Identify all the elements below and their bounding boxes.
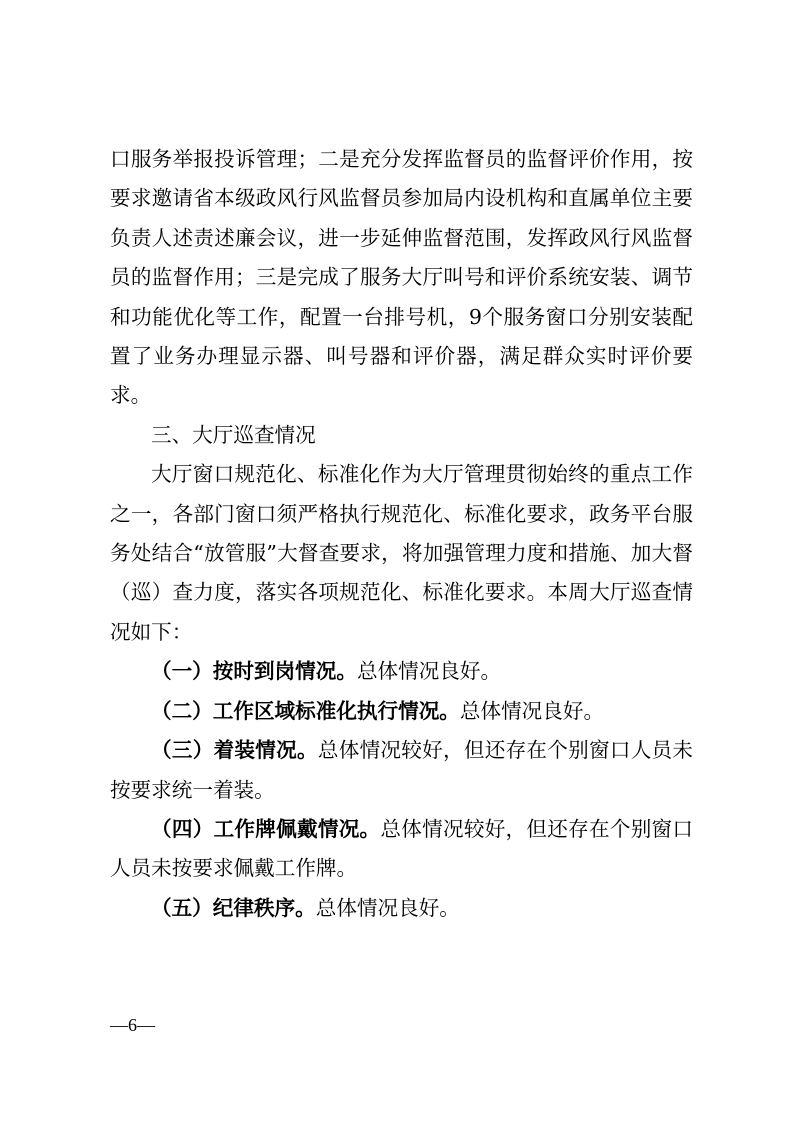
inspection-item-text: 总体情况良好。 bbox=[459, 698, 605, 723]
inspection-item-text: 总体情况较好，但还存在个别窗口人员未按要求统一着装。 bbox=[110, 738, 694, 802]
inspection-item-4 bbox=[110, 810, 693, 889]
inspection-item-2 bbox=[110, 692, 693, 731]
inspection-item-5 bbox=[110, 889, 693, 928]
section-heading: 三、大厅巡查情况 bbox=[151, 422, 316, 447]
document-body bbox=[110, 140, 693, 928]
inspection-item-title: （一）按时到岗情况。 bbox=[151, 659, 357, 684]
continuation-paragraph: 口服务举报投诉管理；二是充分发挥监督员的监督评价作用，按要求邀请省本级政风行风监督员参加局内设机构和直属单位主要负责人述责述廉会议，进一步延伸监督范围，发挥政风行风监督员的监督作用；三是完成了服务大厅叫号和评价系统安装、调节和功能优化等工作，配置一台排号机，9个服务窗口分别安装配置了业务办理显示器、叫号器和评价器，满足群众实时评价要求。 bbox=[110, 147, 693, 408]
page-number: —6— bbox=[110, 1015, 155, 1035]
inspection-item-title: （五）纪律秩序。 bbox=[151, 895, 316, 920]
inspection-item-title: （二）工作区域标准化执行情况。 bbox=[151, 698, 460, 723]
inspection-item-text: 总体情况较好，但还存在个别窗口人员未按要求佩戴工作牌。 bbox=[110, 816, 694, 881]
inspection-item-title: （三）着装情况。 bbox=[151, 738, 318, 763]
inspection-item-text: 总体情况良好。 bbox=[315, 895, 460, 920]
inspection-item-1 bbox=[110, 652, 693, 691]
inspection-item-title: （四）工作牌佩戴情况。 bbox=[151, 816, 381, 841]
inspection-item-text: 总体情况良好。 bbox=[356, 659, 502, 684]
inspection-item-3 bbox=[110, 731, 693, 810]
intro-paragraph: 大厅窗口规范化、标准化作为大厅管理贯彻始终的重点工作之一，各部门窗口须严格执行规范化、标准化要求，政务平台服务处结合“放管服”大督查要求，将加强管理力度和措施、加大督（巡）查力度，落实各项规范化、标准化要求。本周大厅巡查情况如下： bbox=[110, 462, 693, 644]
